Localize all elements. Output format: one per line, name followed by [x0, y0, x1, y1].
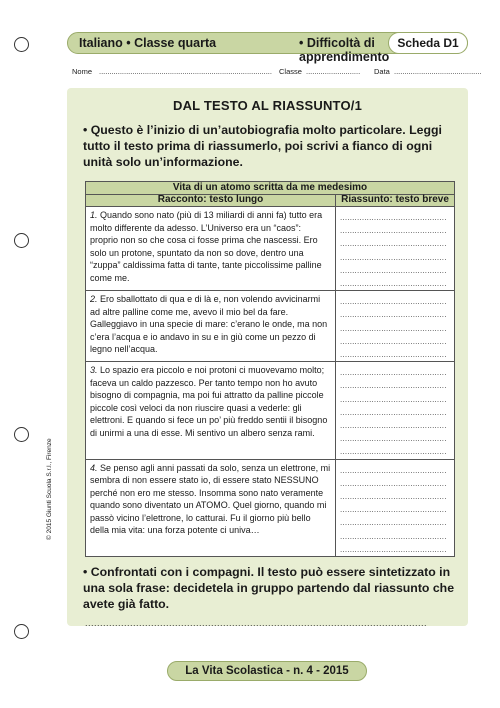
- sheet-badge: Scheda D1: [388, 32, 468, 54]
- binder-hole: [14, 624, 29, 639]
- answer-dotted-line: ............................................: [340, 518, 447, 528]
- summary-field-4[interactable]: [336, 459, 455, 556]
- summary-field-2[interactable]: [336, 291, 455, 362]
- subject-label: Italiano • Classe quarta: [79, 36, 217, 50]
- column-header-long-text: Racconto: testo lungo: [86, 195, 336, 207]
- class-label: Classe: [279, 67, 302, 76]
- worksheet-header: [67, 32, 468, 64]
- table-row: [86, 291, 455, 362]
- instruction-discuss: • Confrontati con i compagni. Il testo può essere sintetizzato in una sola frase: decidetela in gruppo partendo dal riassunto che avete già fatto.: [83, 565, 455, 611]
- answer-dotted-line: ............................................: [340, 350, 447, 360]
- answer-dotted-line: ............................................: [340, 265, 447, 275]
- topic-label: • Difficoltà di apprendimento: [299, 36, 390, 64]
- answer-dotted-line: ............................................: [340, 297, 447, 307]
- table-row: [86, 459, 455, 556]
- copyright-credit: © 2015 Giunti Scuola S.r.l., Firenze: [46, 438, 53, 540]
- date-label: Data: [374, 67, 390, 76]
- answer-dotted-line: ............................................: [340, 239, 447, 249]
- magazine-footer: La Vita Scolastica - n. 4 - 2015: [167, 661, 367, 681]
- name-label: Nome: [72, 67, 93, 76]
- summary-table: [85, 181, 455, 557]
- summary-field-3[interactable]: [336, 362, 455, 459]
- answer-dotted-line: ............................................: [340, 544, 447, 554]
- answer-dotted-line: ............................................: [340, 421, 447, 431]
- story-unit-4: 4. Se penso agli anni passati da solo, senza un elettrone, mi sembra di non essere stato io, di essere stato NESSUNO perché non ero me stesso. Insomma sono nato veramente quando sono diventato un ATOMO. Quel giorno, quando mi passò vicino l’elettrone, lo catturai. Fu il giorno più bello della mia vita: una forza potente ci univa…: [86, 459, 336, 556]
- student-info-bar: [72, 67, 482, 81]
- answer-dotted-line: ............................................: [340, 492, 447, 502]
- answer-dotted-line: ............................................: [340, 226, 447, 236]
- story-unit-2: 2. Ero sballottato di qua e di là e, non volendo avvicinarmi ad altre palline come me, avevo il mio bel da fare. Galleggiavo in una specie di mare: c’erano le onde, ma non c’era l’acqua e io andavo in su e in giù come un pezzo di legno nell’acqua.: [86, 291, 336, 362]
- group-sentence-field[interactable]: ..................................................................................................................: [85, 618, 428, 628]
- answer-dotted-line: ............................................: [340, 465, 447, 475]
- answer-dotted-line: ............................................: [340, 252, 447, 262]
- class-field[interactable]: ..........................: [306, 67, 361, 76]
- table-caption: Vita di un atomo scritta da me medesimo: [86, 182, 455, 195]
- answer-dotted-line: ............................................: [340, 394, 447, 404]
- answer-dotted-line: ............................................: [340, 381, 447, 391]
- answer-dotted-line: ............................................: [340, 478, 447, 488]
- answer-dotted-line: ............................................: [340, 323, 447, 333]
- answer-dotted-line: ............................................: [340, 447, 447, 457]
- table-row: [86, 207, 455, 291]
- date-field[interactable]: ..........................................: [394, 67, 482, 76]
- binder-hole: [14, 233, 29, 248]
- answer-dotted-line: ............................................: [340, 279, 447, 289]
- summary-field-1[interactable]: [336, 207, 455, 291]
- answer-dotted-line: ............................................: [340, 407, 447, 417]
- answer-dotted-line: ............................................: [340, 434, 447, 444]
- answer-dotted-line: ............................................: [340, 213, 447, 222]
- binder-hole: [14, 427, 29, 442]
- exercise-title: DAL TESTO AL RIASSUNTO/1: [173, 98, 362, 113]
- name-field[interactable]: ...................................................................................: [99, 67, 272, 76]
- table-row: [86, 362, 455, 459]
- answer-dotted-line: ............................................: [340, 368, 447, 378]
- answer-dotted-line: ............................................: [340, 531, 447, 541]
- exercise-panel: [67, 88, 468, 626]
- story-unit-1: 1. Quando sono nato (più di 13 miliardi di anni fa) tutto era molto differente da adesso. L’Universo era un “caos”: proprio non so che cosa ci fosse prima che nascessi. Ero solo un protone, spuntato da non so dove, dentro una “zuppa” caldissima fatta di tante, tante piccolissime palline come me.: [86, 207, 336, 291]
- binder-hole: [14, 37, 29, 52]
- answer-dotted-line: ............................................: [340, 336, 447, 346]
- answer-dotted-line: ............................................: [340, 505, 447, 515]
- story-unit-3: 3. Lo spazio era piccolo e noi protoni ci muovevamo molto; faceva un caldo pazzesco. Per tanto tempo non ho avuto bisogno di compagnia, ma poi fui attratto da palline piccole piccole così veloci da non riuscire quasi a vederle: gli elettroni. E quando si fece un po’ più freddo sentii il bisogno di unirmi a una di esse. Mi sentivo un albero senza rami.: [86, 362, 336, 459]
- column-header-short-text: Riassunto: testo breve: [336, 195, 455, 207]
- instruction-read: • Questo è l’inizio di un’autobiografia molto particolare. Leggi tutto il testo prima di riassumerlo, poi scrivi a fianco di ogni unità solo un’informazione.: [83, 123, 442, 169]
- answer-dotted-line: ............................................: [340, 310, 447, 320]
